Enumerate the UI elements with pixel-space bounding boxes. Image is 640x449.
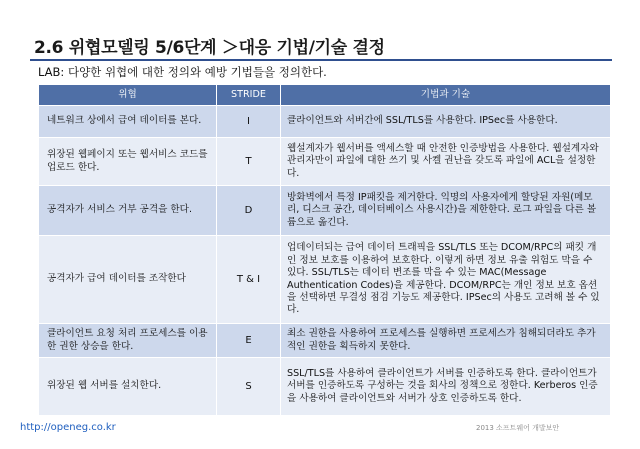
lab-description: LAB: 다양한 위협에 대한 정의와 예방 기법들을 정의한다.	[38, 65, 327, 79]
stride-cell: T	[217, 138, 281, 186]
threat-cell: 공격자가 급여 데이터를 조작한다	[39, 236, 217, 324]
column-header-threat: 위협	[39, 85, 217, 106]
footer-link[interactable]: http://openeg.co.kr	[20, 422, 116, 433]
footer-copyright: 2013 소프트웨어 개발보안	[476, 424, 560, 432]
table-row	[39, 236, 611, 324]
technique-cell: 클라이언트와 서버간에 SSL/TLS를 사용한다. IPSec를 사용한다.	[281, 106, 611, 138]
stride-cell: D	[217, 186, 281, 236]
table-row	[39, 186, 611, 236]
threat-cell: 위장된 웹 서버를 설치한다.	[39, 358, 217, 416]
threat-cell: 공격자가 서비스 거부 공격을 한다.	[39, 186, 217, 236]
table-row	[39, 324, 611, 358]
stride-cell: S	[217, 358, 281, 416]
threat-cell: 네트워크 상에서 급여 데이터를 본다.	[39, 106, 217, 138]
table-header-row	[39, 85, 611, 106]
slide-title: 2.6 위협모델링 5/6단계 ＞대응 기법/기술 결정	[34, 38, 385, 58]
countermeasure-table	[38, 84, 611, 416]
stride-cell: I	[217, 106, 281, 138]
threat-cell: 클라이언트 요청 처리 프로세스를 이용한 권한 상승을 한다.	[39, 324, 217, 358]
technique-cell: 방화벽에서 특정 IP패킷을 제거한다. 익명의 사용자에게 할당된 자원(메모리, 디스크 공간, 데이터베이스 사용시간)을 제한한다. 로그 파일을 다른 볼륨으로 옮긴다.	[281, 186, 611, 236]
table-row	[39, 106, 611, 138]
column-header-stride: STRIDE	[217, 85, 281, 106]
technique-cell: 최소 권한을 사용하여 프로세스를 실행하면 프로세스가 침해되더라도 추가적인 권한을 획득하지 못한다.	[281, 324, 611, 358]
stride-cell: T & I	[217, 236, 281, 324]
table-row	[39, 358, 611, 416]
threat-cell: 위장된 웹페이지 또는 웹서비스 코드를 업로드 한다.	[39, 138, 217, 186]
stride-cell: E	[217, 324, 281, 358]
technique-cell: 웹설계자가 웹서버를 액세스할 때 안전한 인증방법을 사용한다. 웹설계자와 관리자만이 파일에 대한 쓰기 및 사켈 권난을 갖도록 파일에 ACL을 설정한다.	[281, 138, 611, 186]
table-row	[39, 138, 611, 186]
technique-cell: SSL/TLS를 사용하여 클라이언트가 서버를 인증하도록 한다. 클라이언트가 서버를 인증하도록 구성하는 것을 회사의 정책으로 정한다. Kerberos 인증을 사용하여 클라이언트와 서버가 상호 인증하도록 한다.	[281, 358, 611, 416]
technique-cell: 업데이터되는 급여 데이터 트래픽을 SSL/TLS 또는 DCOM/RPC의 패킷 개인 정보 보호를 이용하여 보호한다. 이렇게 하면 정보 유출 위험도 막을 수 있다. SSL/TLS는 데이터 변조를 막을 수 있는 MAC(Message Authentication Codes)을 제공한다. DCOM/RPC는 개인 정보 보호 옵션을 선택하면 무결성 점검 기능도 제공한다. IPSec의 사용도 고려해 볼 수 있다.	[281, 236, 611, 324]
column-header-technique: 기법과 기술	[281, 85, 611, 106]
title-underline	[30, 59, 612, 61]
